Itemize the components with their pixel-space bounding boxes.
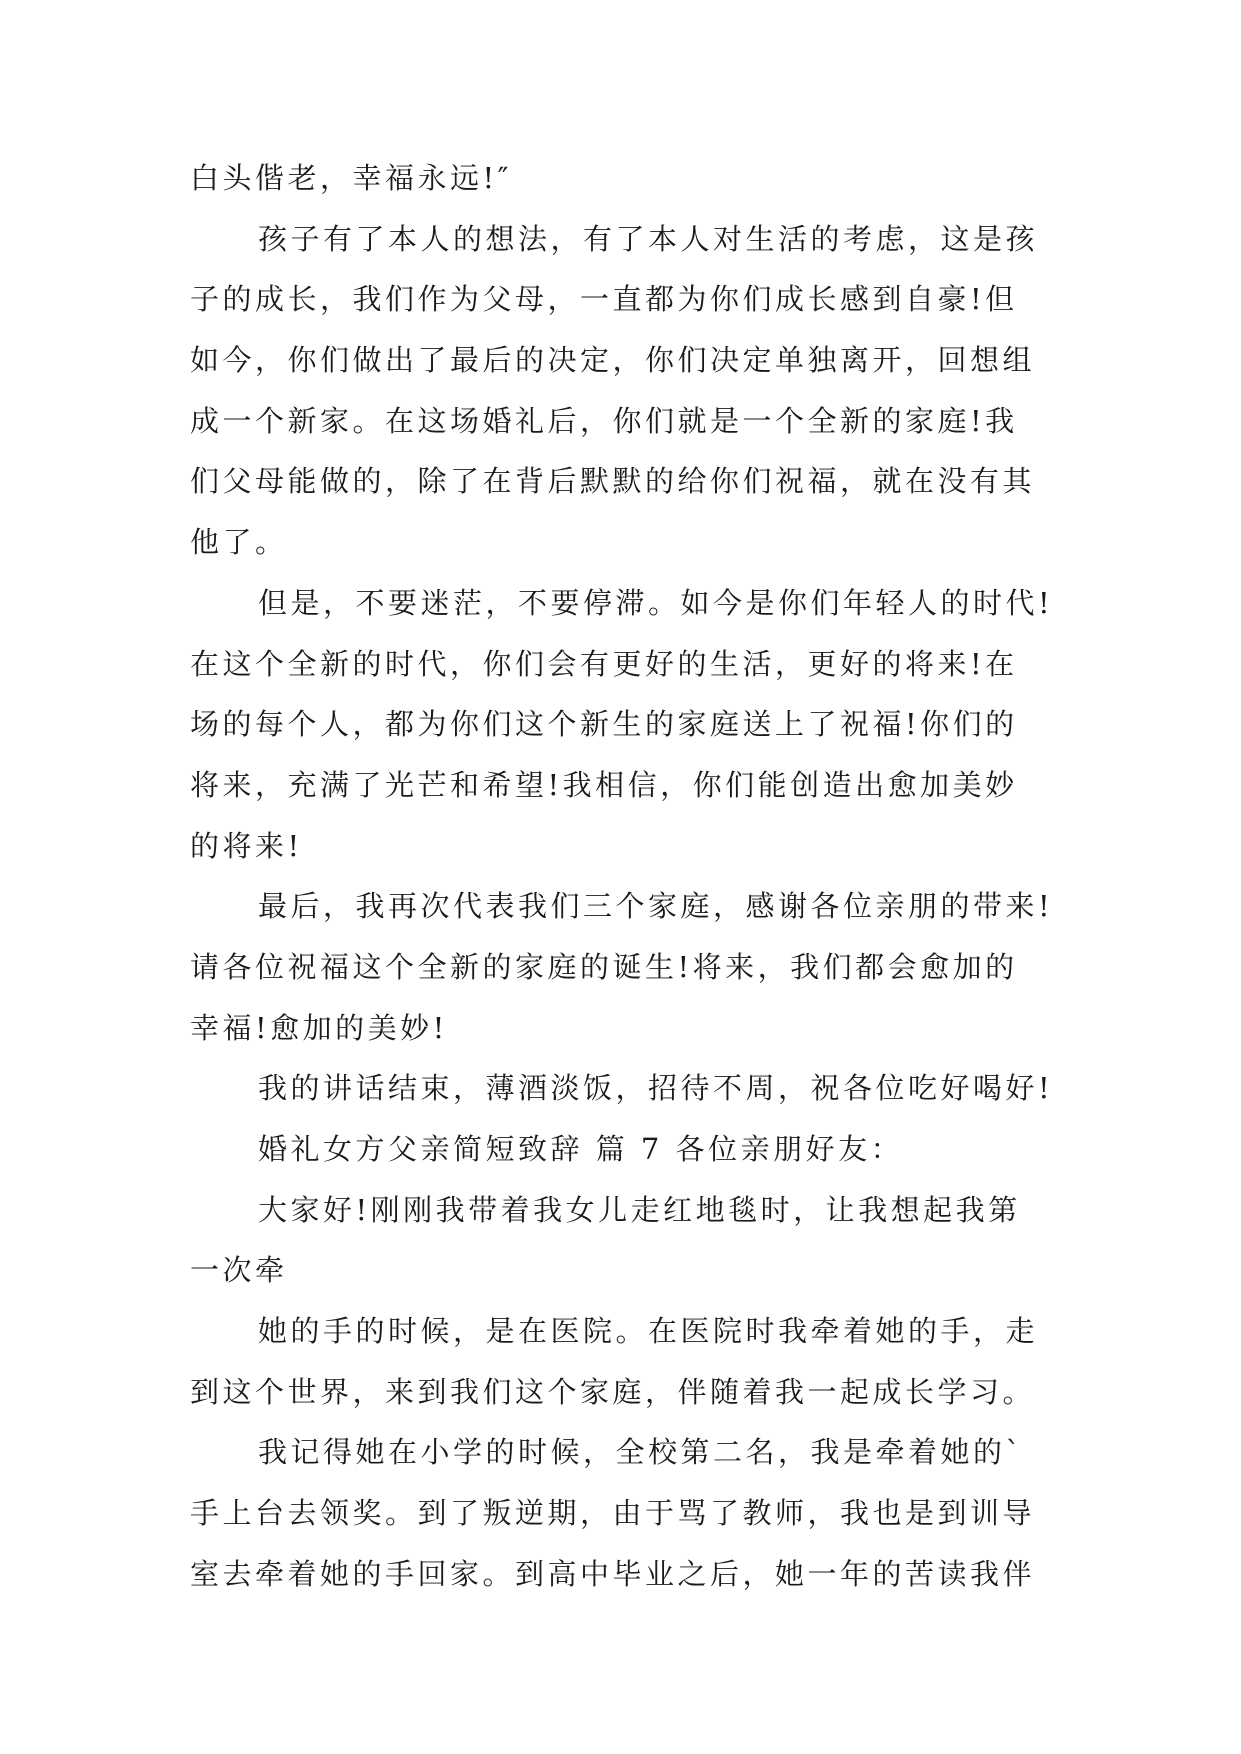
text-line: 幸福!愈加的美妙! [190, 1010, 448, 1045]
document-body [190, 148, 1070, 1605]
text-line: 请各位祝福这个全新的家庭的诞生!将来，我们都会愈加的 [190, 949, 1018, 984]
section-heading-line: 婚礼女方父亲简短致辞 篇 7 各位亲朋好友： [258, 1132, 904, 1166]
text-line: 白头偕老，幸福永远!″ [190, 161, 512, 195]
text-line: 成一个新家。在这场婚礼后，你们就是一个全新的家庭!我 [190, 403, 1018, 438]
text-line: 我的讲话结束，薄酒淡饭，招待不周，祝各位吃好喝好! [258, 1071, 1054, 1106]
text-line: 室去牵着她的手回家。到高中毕业之后，她一年的苦读我伴 [190, 1556, 1036, 1591]
text-line: 子的成长，我们作为父母，一直都为你们成长感到自豪!但 [190, 282, 1018, 317]
text-line: 他了。 [190, 525, 288, 560]
text-line: 到这个世界，来到我们这个家庭，伴随着我一起成长学习。 [190, 1374, 1036, 1409]
text-line: 们父母能做的，除了在背后默默的给你们祝福，就在没有其 [190, 464, 1036, 499]
text-line: 手上台去领奖。到了叛逆期，由于骂了教师，我也是到训导 [190, 1496, 1036, 1531]
text-line: 最后，我再次代表我们三个家庭，感谢各位亲朋的带来! [258, 889, 1054, 924]
text-line: 场的每个人，都为你们这个新生的家庭送上了祝福!你们的 [190, 707, 1018, 742]
text-line: 但是，不要迷茫，不要停滞。如今是你们年轻人的时代! [258, 585, 1054, 620]
text-line: 在这个全新的时代，你们会有更好的生活，更好的将来!在 [190, 646, 1018, 681]
text-line: 我记得她在小学的时候，全校第二名，我是牵着她的` [258, 1435, 1024, 1470]
text-line: 如今，你们做出了最后的决定，你们决定单独离开，回想组 [190, 343, 1036, 378]
text-line: 一次牵 [190, 1253, 288, 1288]
text-line: 孩子有了本人的想法，有了本人对生活的考虑，这是孩 [258, 221, 1039, 256]
text-line: 大家好!刚刚我带着我女儿走红地毯时，让我想起我第 [258, 1192, 1021, 1227]
text-line: 的将来! [190, 828, 303, 863]
text-line: 将来，充满了光芒和希望!我相信，你们能创造出愈加美妙 [190, 767, 1018, 802]
text-line: 她的手的时候，是在医院。在医院时我牵着她的手，走 [258, 1314, 1039, 1349]
